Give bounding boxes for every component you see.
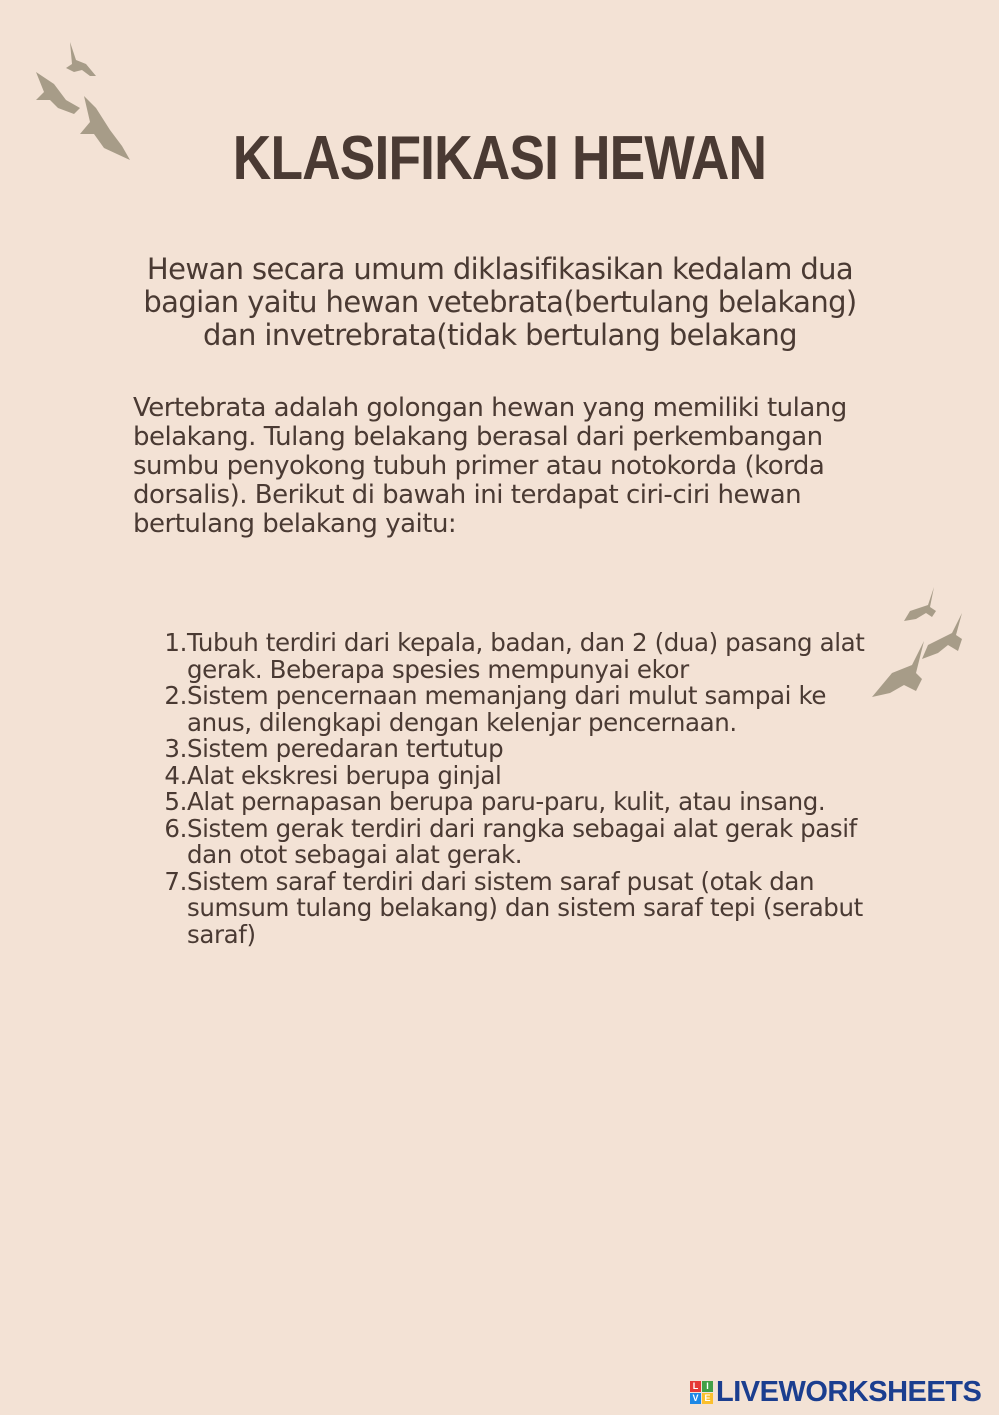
list-item-text: Sistem saraf terdiri dari sistem saraf pusat (otak dan sumsum tulang belakang) dan sistem saraf tepi (serabut saraf) [187, 866, 863, 949]
list-item-text: Alat pernapasan berupa paru-paru, kulit, atau insang. [187, 787, 826, 816]
list-item-number: 7. [164, 866, 187, 896]
list-item [155, 736, 890, 763]
logo-text: LIVEWORKSHEETS [716, 1375, 982, 1408]
vertebrata-traits-list [155, 630, 890, 948]
list-item-number: 3. [164, 734, 187, 763]
list-item-number: 4. [164, 760, 187, 790]
intro-paragraph: Hewan secara umum diklasifikasikan kedalam dua bagian yaitu hewan vetebrata(bertulang belakang) dan invetrebrata(tidak bertulang belakang [143, 252, 857, 352]
list-item [155, 630, 890, 683]
list-item [155, 813, 890, 869]
logo-mark-letter: V [690, 1393, 701, 1404]
list-item [155, 789, 890, 816]
list-item-text: Alat ekskresi berupa ginjal [187, 760, 502, 790]
logo-mark-letter: E [702, 1393, 713, 1404]
list-item [155, 760, 890, 790]
list-item [155, 683, 890, 736]
list-item-text: Tubuh terdiri dari kepala, badan, dan 2 (dua) pasang alat gerak. Beberapa spesies mempunyai ekor [187, 628, 865, 684]
list-item [155, 866, 890, 949]
vertebrata-paragraph: Vertebrata adalah golongan hewan yang memiliki tulang belakang. Tulang belakang berasal dari perkembangan sumbu penyokong tubuh primer atau notokorda (korda dorsalis). Berikut di bawah ini terdapat ciri-ciri hewan bertulang belakang yaitu: [133, 393, 847, 539]
list-item-text: Sistem peredaran tertutup [187, 734, 504, 763]
list-item-number: 6. [164, 813, 187, 843]
logo-mark-letter: I [702, 1381, 713, 1392]
list-item-number: 1. [164, 628, 187, 657]
liveworksheets-logo-icon [690, 1381, 713, 1404]
liveworksheets-logo[interactable] [690, 1374, 981, 1410]
list-item-number: 2. [164, 681, 187, 710]
logo-mark-letter: L [690, 1381, 701, 1392]
list-item-number: 5. [164, 787, 187, 816]
list-item-text: Sistem gerak terdiri dari rangka sebagai alat gerak pasif dan otot sebagai alat gerak. [187, 813, 857, 869]
list-item-text: Sistem pencernaan memanjang dari mulut sampai ke anus, dilengkapi dengan kelenjar pencernaan. [187, 681, 827, 737]
page-title: KLASIFIKASI HEWAN [232, 124, 767, 193]
